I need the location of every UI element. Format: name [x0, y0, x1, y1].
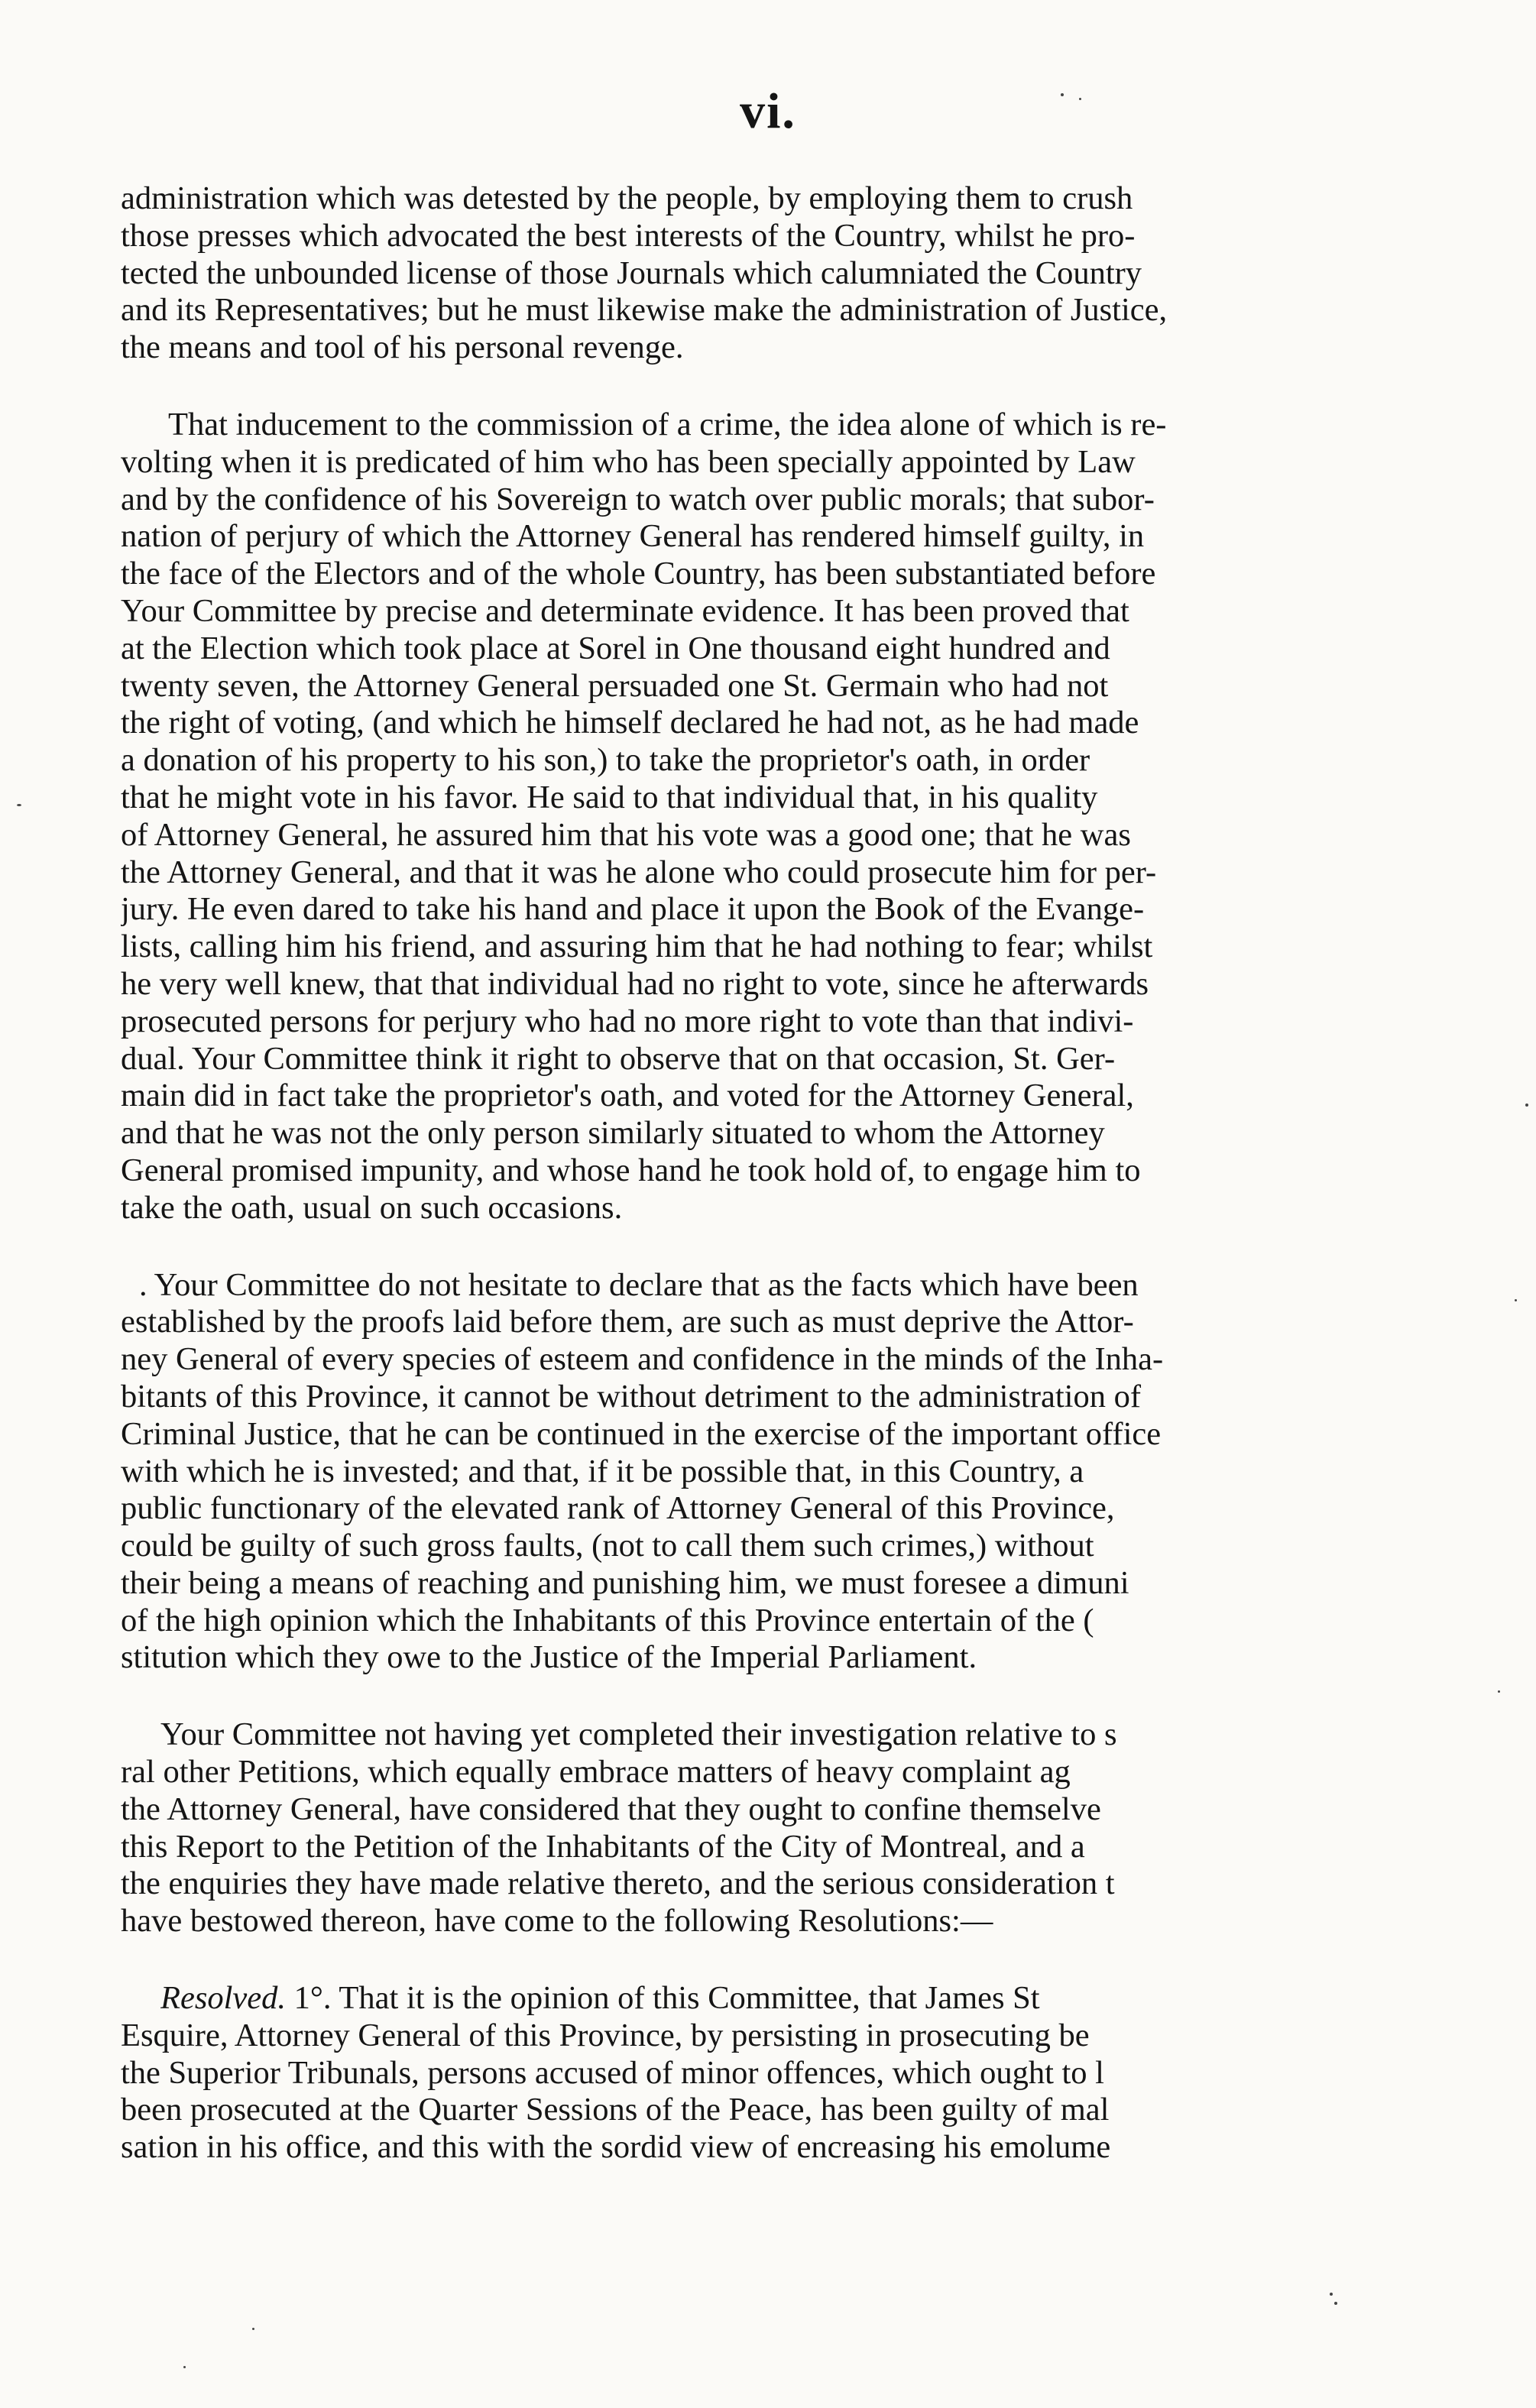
resolution-text: 1°. That it is the opinion of this Committee, that James St	[293, 1980, 1040, 2017]
text-line: jury. He even dared to take his hand and place it upon the Book of the Evange-	[121, 891, 1145, 928]
scan-speck	[252, 2328, 254, 2330]
text-line: volting when it is predicated of him who has been specially appointed by Law	[121, 443, 1136, 480]
text-line: sation in his office, and this with the sordid view of encreasing his emolume	[121, 2129, 1111, 2166]
text-line: . Your Committee do not hesitate to declare that as the facts which have been	[139, 1266, 1139, 1303]
scan-speck	[1515, 1299, 1517, 1301]
text-line: ral other Petitions, which equally embrace matters of heavy complaint ag	[121, 1754, 1071, 1791]
scan-speck	[1498, 1690, 1500, 1693]
text-line: prosecuted persons for perjury who had no more right to vote than that indivi-	[121, 1003, 1134, 1039]
text-line: take the oath, usual on such occasions.	[121, 1189, 623, 1226]
text-line: of Attorney General, he assured him that his vote was a good one; that he was	[121, 816, 1131, 853]
text-line: this Report to the Petition of the Inhabitants of the City of Montreal, and a	[121, 1828, 1085, 1865]
scan-speck	[183, 2366, 186, 2368]
text-line: and by the confidence of his Sovereign to watch over public morals; that subor-	[121, 481, 1155, 517]
paragraph-4	[121, 1716, 1420, 1940]
scan-speck	[1525, 1104, 1528, 1107]
scan-speck	[1330, 2293, 1333, 2296]
page-number: vi.	[740, 83, 796, 139]
text-line: a donation of his property to his son,) to take the proprietor's oath, in order	[121, 742, 1090, 779]
text-line: That inducement to the commission of a crime, the idea alone of which is re-	[168, 406, 1167, 442]
paragraph-1	[121, 180, 1420, 367]
text-line: could be guilty of such gross faults, (not to call them such crimes,) without	[121, 1528, 1094, 1564]
text-line: public functionary of the elevated rank of Attorney General of this Province,	[121, 1490, 1115, 1527]
resolution-first-line	[160, 1980, 1420, 2017]
text-line: nation of perjury of which the Attorney General has rendered himself guilty, in	[121, 518, 1145, 555]
scan-speck	[1061, 93, 1064, 96]
paragraph-5-resolution	[121, 1980, 1420, 2167]
text-line: the face of the Electors and of the whole Country, has been substantiated before	[121, 556, 1156, 592]
paragraph-3	[121, 1267, 1420, 1677]
text-line: and that he was not the only person similarly situated to whom the Attorney	[121, 1115, 1105, 1152]
resolved-label: Resolved.	[160, 1980, 287, 2017]
text-line: the Superior Tribunals, persons accused of minor offences, which ought to l	[121, 2054, 1104, 2091]
text-line: have bestowed thereon, have come to the following Resolutions:—	[121, 1903, 993, 1940]
text-line: twenty seven, the Attorney General persuaded one St. Germain who had not	[121, 667, 1109, 704]
text-line: main did in fact take the proprietor's oath, and voted for the Attorney General,	[121, 1078, 1134, 1114]
text-line: ney General of every species of esteem and confidence in the minds of the Inha-	[121, 1341, 1164, 1378]
text-line: Esquire, Attorney General of this Province, by persisting in prosecuting be	[121, 2017, 1090, 2053]
text-line: the right of voting, (and which he himself declared he had not, as he had made	[121, 705, 1139, 741]
text-line: he very well knew, that that individual had no right to vote, since he afterwards	[121, 965, 1149, 1002]
text-line: Your Committee not having yet completed their investigation relative to s	[160, 1716, 1117, 1753]
text-line: the enquiries they have made relative thereto, and the serious consideration t	[121, 1865, 1115, 1902]
scan-speck	[1079, 98, 1081, 100]
text-line: tected the unbounded license of those Journals which calumniated the Country	[121, 254, 1142, 291]
report-body	[121, 180, 1420, 2206]
text-line: the Attorney General, and that it was he alone who could prosecute him for per-	[121, 854, 1157, 890]
scan-speck	[17, 804, 21, 806]
text-line: General promised impunity, and whose hand he took hold of, to engage him to	[121, 1152, 1141, 1188]
paragraph-2	[121, 407, 1420, 1227]
text-line: been prosecuted at the Quarter Sessions of the Peace, has been guilty of mal	[121, 2092, 1110, 2128]
text-line: lists, calling him his friend, and assuring him that he had nothing to fear; whilst	[121, 929, 1153, 965]
text-line: Criminal Justice, that he can be continued in the exercise of the important office	[121, 1415, 1162, 1452]
text-line: established by the proofs laid before them, are such as must deprive the Attor-	[121, 1304, 1134, 1340]
text-line: that he might vote in his favor. He said to that individual that, in his quality	[121, 779, 1098, 815]
text-line: and its Representatives; but he must likewise make the administration of Justice,	[121, 292, 1168, 329]
text-line: those presses which advocated the best interests of the Country, whilst he pro-	[121, 217, 1136, 254]
text-line: with which he is invested; and that, if it be possible that, in this Country, a	[121, 1453, 1084, 1489]
text-line: dual. Your Committee think it right to observe that on that occasion, St. Ger-	[121, 1040, 1116, 1077]
text-line: their being a means of reaching and punishing him, we must foresee a dimuni	[121, 1564, 1129, 1601]
text-line: administration which was detested by the people, by employing them to crush	[121, 180, 1133, 216]
text-line: at the Election which took place at Sorel in One thousand eight hundred and	[121, 630, 1110, 666]
text-line: of the high opinion which the Inhabitants of this Province entertain of the (	[121, 1602, 1094, 1638]
text-line: stitution which they owe to the Justice of the Imperial Parliament.	[121, 1639, 977, 1676]
text-line: the Attorney General, have considered that they ought to confine themselve	[121, 1791, 1101, 1827]
text-line: Your Committee by precise and determinate evidence. It has been proved that	[121, 592, 1129, 629]
scan-speck	[1334, 2302, 1337, 2305]
text-line: bitants of this Province, it cannot be without detriment to the administration of	[121, 1378, 1141, 1415]
text-line: the means and tool of his personal revenge.	[121, 329, 684, 366]
